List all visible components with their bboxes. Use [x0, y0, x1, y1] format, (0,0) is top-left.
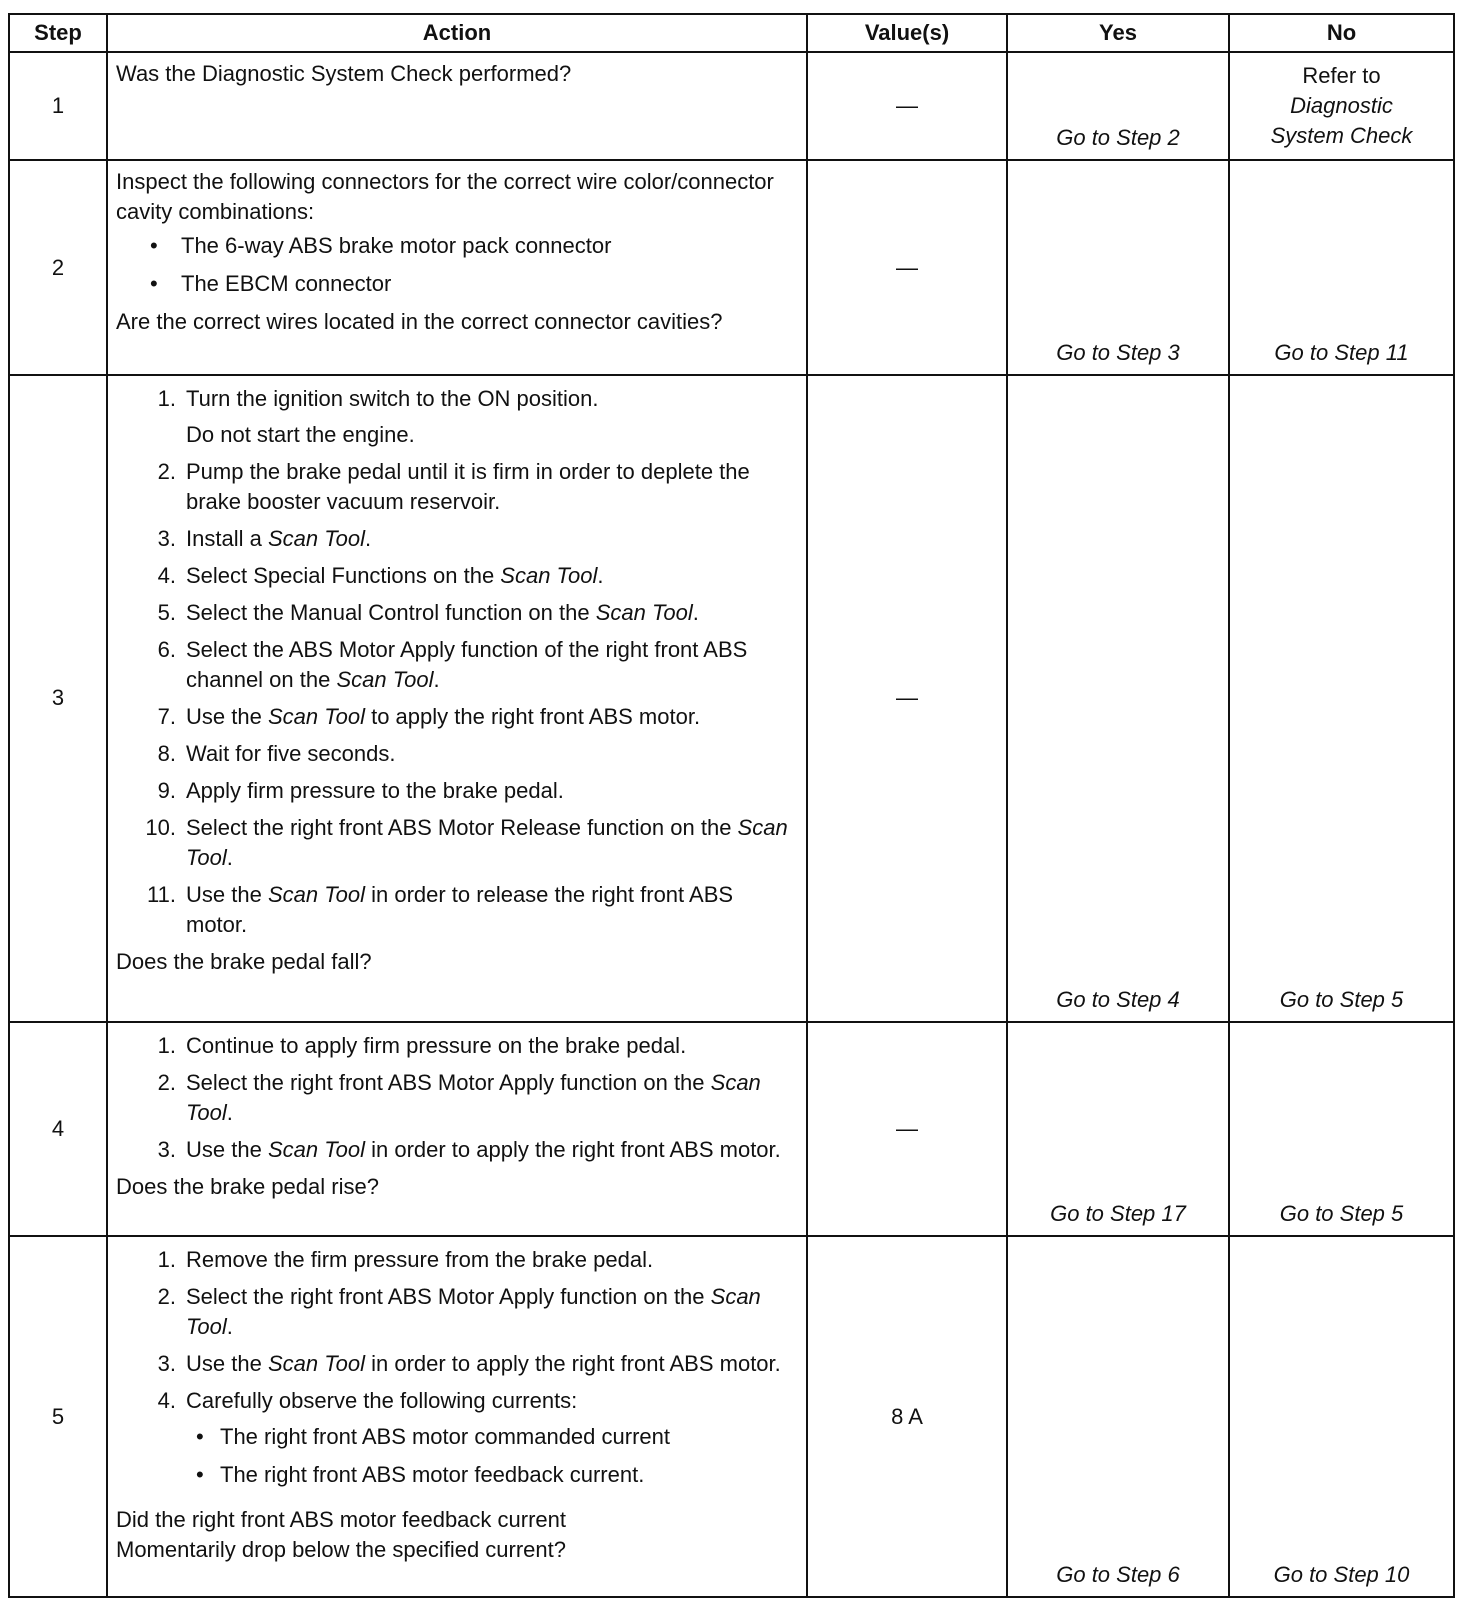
list-item: 4. Select Special Functions on the Scan Tool. [157, 562, 604, 588]
yes-cell: Go to Step 2 [1007, 52, 1229, 160]
table-row [9, 375, 1454, 1022]
question-text: Does the brake pedal fall? [116, 948, 372, 974]
list-item: 6. Select the ABS Motor Apply function of the right front ABS channel on the Scan Tool. [157, 636, 748, 692]
list-item: 1. Turn the ignition switch to the ON position. Do not start the engine. [157, 385, 599, 447]
table-row [9, 1236, 1454, 1597]
list-item: 2. Select the right front ABS Motor Apply function on the Scan Tool. [157, 1284, 761, 1340]
step-number: 2 [9, 160, 107, 375]
list-item: 2. Pump the brake pedal until it is firm in order to deplete the brake booster vacuum reservoir. [157, 458, 750, 514]
list-item: 7. Use the Scan Tool to apply the right front ABS motor. [157, 703, 701, 729]
question-text: Does the brake pedal rise? [116, 1173, 379, 1199]
list-item: 10. Select the right front ABS Motor Release function on the Scan Tool. [145, 814, 788, 870]
no-line: Refer to [1302, 63, 1381, 88]
step-number: 4 [9, 1022, 107, 1237]
no-cell: Go to Step 5 [1229, 1022, 1454, 1237]
step-number: 3 [9, 375, 107, 1022]
step-3-list [116, 384, 798, 940]
step-number: 1 [9, 52, 107, 160]
action-cell [107, 52, 807, 160]
question-text: Was the Diagnostic System Check performed? [116, 61, 572, 86]
list-item: 1. Continue to apply firm pressure on the brake pedal. [157, 1032, 687, 1058]
action-cell [107, 160, 807, 375]
value-cell: — [807, 160, 1007, 375]
no-cell [1229, 52, 1454, 160]
question-text: Are the correct wires located in the correct connector cavities? [116, 309, 723, 335]
list-item: 1. Remove the firm pressure from the brake pedal. [157, 1247, 654, 1273]
list-item: 3. Use the Scan Tool in order to apply the right front ABS motor. [157, 1351, 781, 1377]
intro-text: Inspect the following connectors for the correct wire color/connector cavity combinations: [116, 169, 774, 225]
action-cell [107, 1022, 807, 1237]
list-item: 8. Wait for five seconds. [157, 740, 396, 766]
step-4-list [116, 1031, 798, 1165]
list-item: • The right front ABS motor feedback current. [190, 1460, 798, 1490]
header-action: Action [107, 14, 807, 52]
list-item: 4. Carefully observe the following currents: • The right front ABS motor commanded current • The right front ABS motor feedback current. [116, 1386, 798, 1498]
list-item: 11. Use the Scan Tool in order to release the right front ABS motor. [147, 881, 734, 937]
no-cell: Go to Step 11 [1229, 160, 1454, 375]
list-item: 3. Install a Scan Tool. [157, 525, 372, 551]
header-row [9, 14, 1454, 52]
list-item: 9. Apply firm pressure to the brake pedal. [157, 777, 564, 803]
table-row [9, 52, 1454, 160]
no-cell: Go to Step 10 [1229, 1236, 1454, 1597]
yes-cell: Go to Step 6 [1007, 1236, 1229, 1597]
action-cell [107, 1236, 807, 1597]
header-no: No [1229, 14, 1454, 52]
yes-cell: Go to Step 17 [1007, 1022, 1229, 1237]
yes-cell: Go to Step 3 [1007, 160, 1229, 375]
action-cell [107, 375, 807, 1022]
connector-list [116, 231, 798, 299]
diagnostic-table [8, 13, 1455, 1598]
yes-cell: Go to Step 4 [1007, 375, 1229, 1022]
list-item: • The EBCM connector [146, 269, 798, 299]
no-cell: Go to Step 5 [1229, 375, 1454, 1022]
table-row [9, 1022, 1454, 1237]
list-item: 5. Select the Manual Control function on the Scan Tool. [157, 599, 699, 625]
no-line: Diagnostic [1290, 93, 1393, 118]
list-item: 3. Use the Scan Tool in order to apply the right front ABS motor. [157, 1136, 781, 1162]
currents-list [186, 1422, 798, 1490]
value-cell: — [807, 375, 1007, 1022]
header-values: Value(s) [807, 14, 1007, 52]
header-yes: Yes [1007, 14, 1229, 52]
value-cell: — [807, 52, 1007, 160]
step-5-list [116, 1245, 798, 1498]
header-step: Step [9, 14, 107, 52]
step-number: 5 [9, 1236, 107, 1597]
question-line: Did the right front ABS motor feedback current [116, 1507, 567, 1533]
list-item: • The 6-way ABS brake motor pack connector [146, 231, 798, 261]
list-item: 2. Select the right front ABS Motor Apply function on the Scan Tool. [157, 1069, 761, 1125]
question-line: Momentarily drop below the specified current? [116, 1537, 567, 1563]
table-row [9, 160, 1454, 375]
no-line: System Check [1270, 123, 1413, 148]
value-cell: 8 A [807, 1236, 1007, 1597]
value-cell: — [807, 1022, 1007, 1237]
list-item: • The right front ABS motor commanded current [190, 1422, 798, 1452]
